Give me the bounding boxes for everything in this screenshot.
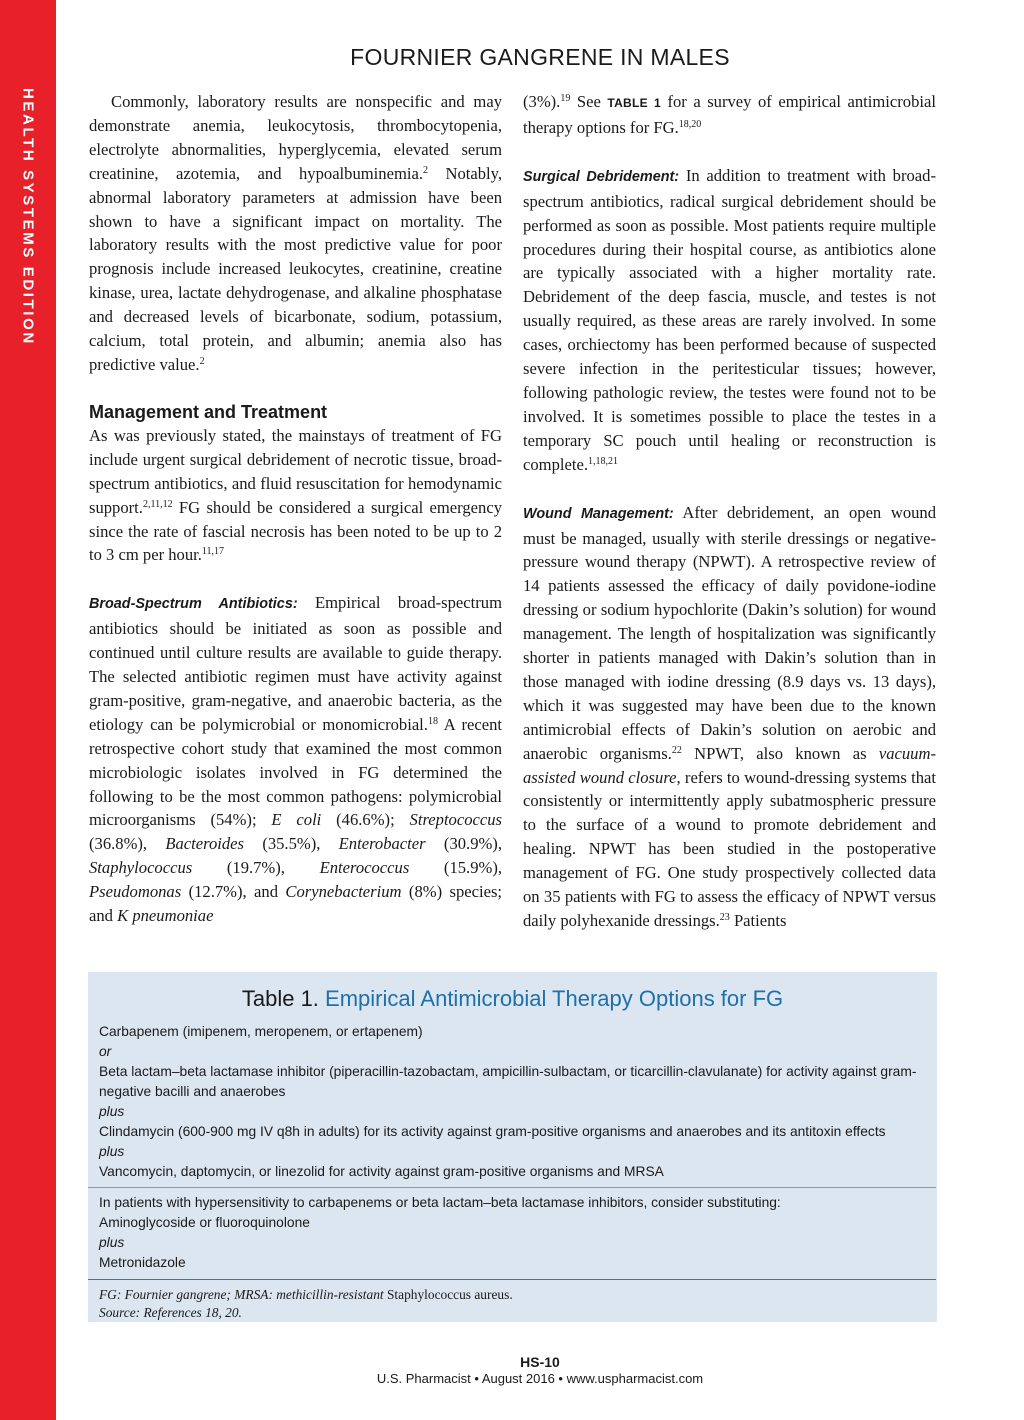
continued-paragraph: (3%).$^{19}$ See TABLE 1 for a survey of empirical antimicrobial therapy options for FG.$^{18,20}$	[523, 92, 936, 137]
debridement-runin-heading: Surgical Debridement:	[523, 168, 680, 185]
table-connector: plus	[99, 1235, 125, 1250]
table-body	[99, 1022, 925, 1322]
section-heading: Management and Treatment	[89, 401, 328, 422]
therapy-table	[88, 972, 937, 1322]
table-connector: plus	[99, 1104, 125, 1119]
table-row: Clindamycin (600-900 mg IV q8h in adults) for its activity against gram-positive organisms and anaerobes and its antitoxin effects	[99, 1124, 886, 1139]
antibiotics-paragraph: Broad-Spectrum Antibiotics: Empirical broad-spectrum antibiotics should be initiated as soon as possible and continued until culture results are available to guide therapy. The selected antibiotic regimen must have activity against gram-positive, gram-negative, and anaerobic bacteria, as the etiology can be polymicrobial or monomicrobial.$^{18}$ A recent retrospective cohort study that examined the most common microbiologic isolates involved in FG determined the following to be the most common pathogens: polymicrobial microorganisms (54%); E coli (46.6%); Streptococcus (36.8%), Bacteroides (35.5%), Enterobacter (30.9%), Staphylococcus (19.7%), Enterococcus (15.9%), Pseudomonas (12.7%), and Corynebacterium (8%) species; and K pneumoniae	[89, 593, 503, 926]
page-number: HS-10	[520, 1354, 560, 1370]
table-row: Vancomycin, daptomycin, or linezolid for activity against gram-positive organisms and MRSA	[99, 1164, 664, 1179]
table-title: Table 1. Empirical Antimicrobial Therapy Options for FG	[241, 986, 784, 1011]
debridement-paragraph: Surgical Debridement: In addition to treatment with broad-spectrum antibiotics, radical surgical debridement should be performed as soon as possible. Most patients require multiple procedures during their hospital course, as antibiotics alone are typically associated with a higher mortality rate. Debridement of the deep fascia, muscle, and testes is not usually required, as these areas are rarely involved. In some cases, orchiectomy has been performed because of suspected severe infection in the peritesticular tissues; however, following pathologic review, the testes were found not to be involved. It is sometimes possible to place the testes in a temporary SC pouch until healing or reconstruction is complete.$^{1,18,21}$	[523, 165, 936, 474]
table-row: In patients with hypersensitivity to carbapenems or beta lactam–beta lactamase inhibitors, consider substituting:	[99, 1195, 781, 1210]
left-column	[89, 90, 502, 928]
edition-label: HEALTH SYSTEMS EDITION	[19, 88, 37, 346]
table-row: Aminoglycoside or fluoroquinolone	[99, 1215, 310, 1230]
table-divider	[88, 1187, 936, 1188]
wound-management-paragraph: Wound Management: After debridement, an open wound must be managed, usually with sterile dressings or negative-pressure wound therapy (NPWT). A retrospective review of 14 patients assessed the efficacy of daily povidone-iodine dressing or sodium hypochlorite (Dakin’s solution) for wound management. The length of hospitalization was significantly shorter in patients managed with Dakin’s solution than in those managed with iodine dressing (8.9 days vs. 13 days), which it was suggested may have been due to the known antimicrobial effects of Dakin’s solution on aerobic and anaerobic organisms.$^{22}$ NPWT, also known as vacuum-assisted wound closure, refers to wound-dressing systems that consistently or intermittently apply subatmospheric pressure to the surface of a wound to promote debridement and healing. NPWT has been studied in the postoperative management of FG. One study prospectively collected data on 35 patients with FG to assess the efficacy of NPWT versus daily polyhexanide dressings.$^{23}$ Patients	[523, 502, 937, 930]
running-head-title: FOURNIER GANGRENE IN MALES	[350, 44, 730, 70]
publication-line: U.S. Pharmacist • August 2016 • www.uspharmacist.com	[376, 1371, 704, 1386]
treatment-paragraph: As was previously stated, the mainstays of treatment of FG include urgent surgical debridement of necrotic tissue, broad-spectrum antibiotics, and fluid resuscitation for hemodynamic support.$^{2,11,12}$ FG should be considered a surgical emergency since the rate of fascial necrosis has been noted to be up to 2 to 3 cm per hour.$^{11,17}$	[89, 425, 502, 565]
table-reference: TABLE 1	[607, 96, 661, 110]
sidebar-band	[0, 0, 56, 1420]
table-row: Carbapenem (imipenem, meropenem, or ertapenem)	[99, 1024, 423, 1039]
table-row: Metronidazole	[99, 1255, 186, 1270]
table-connector: plus	[99, 1144, 125, 1159]
antibiotics-runin-heading: Broad-Spectrum Antibiotics:	[89, 596, 298, 613]
table-source: Source: References 18, 20.	[99, 1305, 242, 1320]
table-divider	[88, 1279, 936, 1280]
table-footnote: FG: Fournier gangrene; MRSA: methicillin-resistant Staphylococcus aureus.	[99, 1287, 513, 1302]
right-column	[523, 90, 936, 933]
table-connector: or	[99, 1044, 112, 1059]
table-row: Beta lactam–beta lactamase inhibitor (piperacillin-tazobactam, ampicillin-sulbactam, or ticarcillin-clavulanate) for activity against gram-negative bacilli and anaerobes	[99, 1064, 917, 1099]
lab-results-paragraph: Commonly, laboratory results are nonspecific and may demonstrate anemia, leukocytosis, thrombocytopenia, electrolyte abnormalities, hyperglycemia, elevated serum creatinine, azotemia, and hypoalbuminemia.$^2$ Notably, abnormal laboratory parameters at admission have been shown to have a significant impact on mortality. The laboratory results with the most predictive value for poor prognosis include increased leukocytes, creatinine, creatine kinase, urea, lactate dehydrogenase, and alkaline phosphatase and decreased levels of bicarbonate, sodium, potassium, calcium, total protein, and albumin; anemia also has predictive value.$^2$	[89, 92, 502, 374]
wound-runin-heading: Wound Management:	[523, 505, 674, 522]
